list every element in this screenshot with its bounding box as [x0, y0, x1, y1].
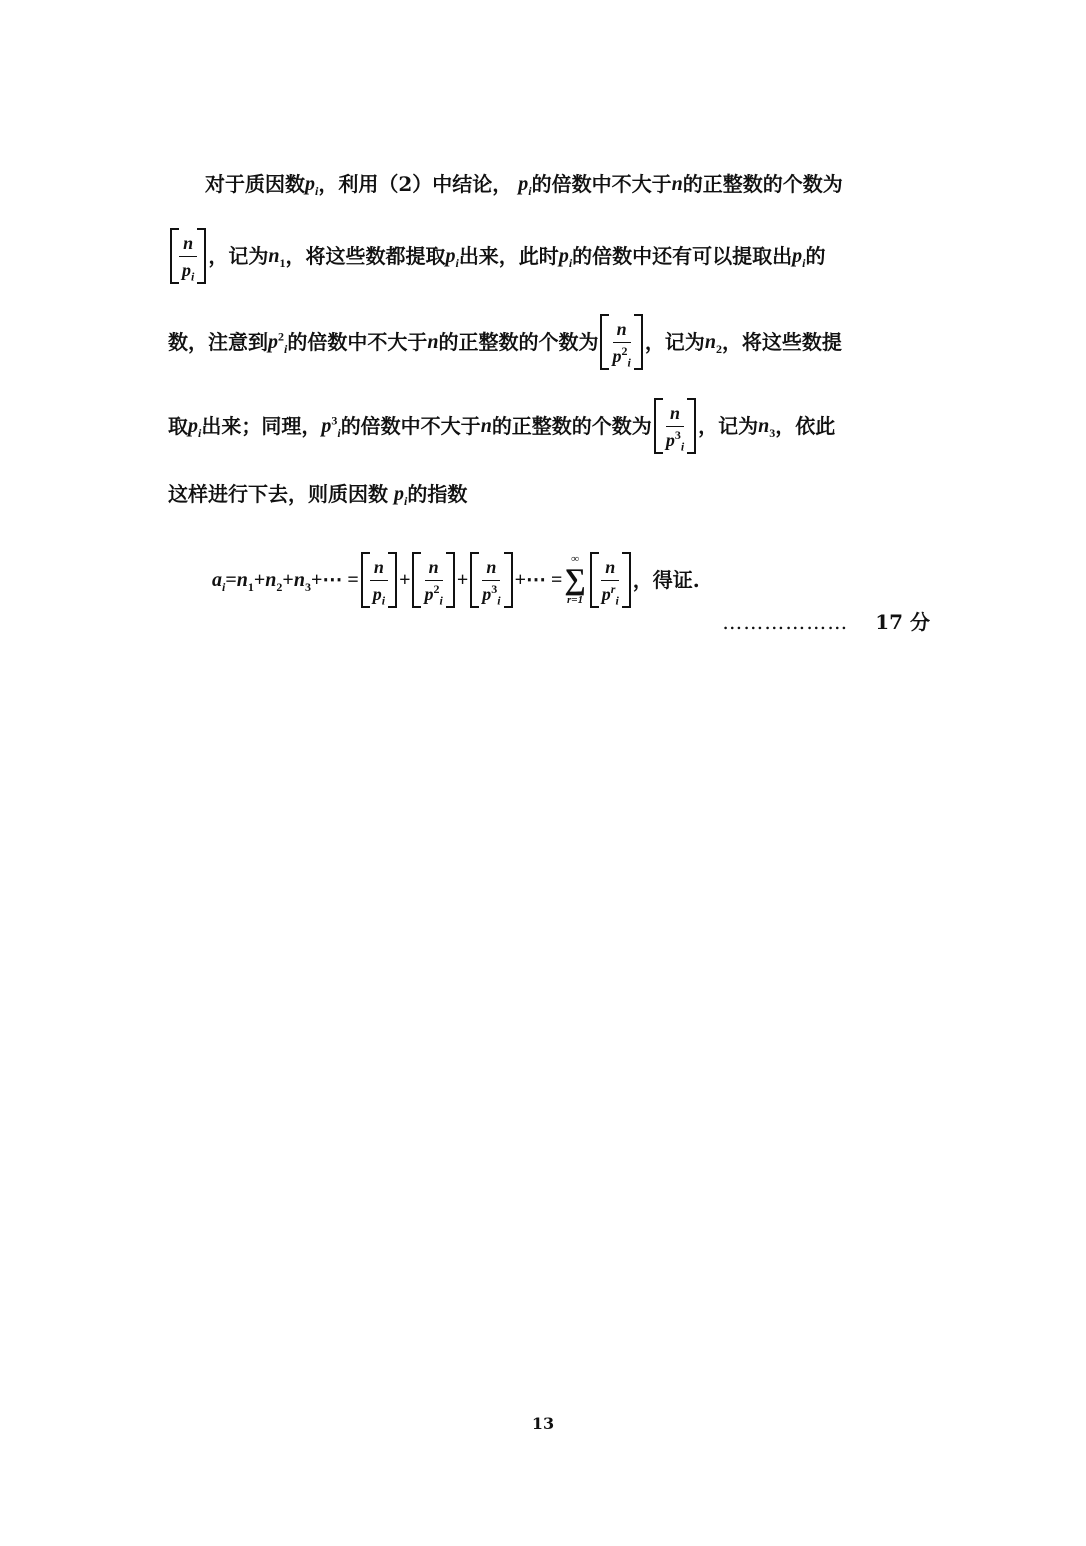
text: 的倍数中不大于: [287, 330, 428, 354]
math-p-i-squared: $p^2_i$: [268, 329, 288, 356]
text: 的: [805, 244, 826, 268]
text: 取: [168, 414, 188, 438]
math-n: n: [427, 331, 439, 353]
math-p-i: $p_i$: [445, 245, 459, 270]
floor-n-over-p-i: $\frac{n}{p_i}$: [170, 226, 206, 286]
floor-n-over-p-i-squared: $\frac{n}{p^2_i}$: [412, 550, 454, 610]
text: ，利用（2）中结论，: [318, 172, 513, 196]
text: ，记为: [698, 414, 759, 438]
math-n-1: $n_1$: [236, 569, 254, 594]
math-n-3: $n_3$: [758, 415, 776, 440]
score-marker: [722, 608, 930, 636]
math-p-i: $p_i$: [394, 483, 408, 508]
text: ，依此: [775, 414, 836, 438]
text: 对于质因数: [205, 172, 305, 196]
text: 的指数: [407, 482, 468, 506]
paragraph-line-4: [168, 396, 930, 456]
math-p-i: $p_i$: [188, 415, 202, 440]
math-p-i: $p_i$: [792, 245, 806, 270]
floor-n-over-p-i-r: $\frac{n}{p^r_i}$: [590, 550, 631, 610]
text: ，记为: [644, 330, 705, 354]
text: 的倍数中还有可以提取出: [572, 244, 793, 268]
floor-n-over-p-i: $\frac{n}{p_i}$: [361, 550, 397, 610]
conclusion-text: ，得证.: [632, 568, 700, 592]
text: 的倍数中不大于: [340, 414, 481, 438]
text: 的倍数中不大于: [531, 172, 672, 196]
text: 出来，此时: [458, 244, 559, 268]
math-p-i: $p_i$: [305, 173, 319, 198]
text: 的正整数的个数为: [438, 330, 599, 354]
math-p-i-cubed: $p^3_i$: [321, 413, 341, 440]
math-n: n: [480, 415, 492, 437]
equation-line: $a_i$ = $n_1$ + $n_2$ + $n_3$ +⋯ = $\frac{n}{p_i}$ + $\frac{n}{p^2_i}$ + $\frac{n}{p^3_i}$ +⋯ = ∞ ∑ r=1 $\frac{n}{p^r_i}$ ，得证.: [212, 550, 930, 610]
math-a-i: $a_i$: [212, 569, 226, 594]
paragraph-line-1: [205, 170, 930, 198]
math-n: n: [671, 173, 683, 195]
score-label: 17 分: [875, 610, 930, 634]
math-p-i: $p_i$: [518, 173, 532, 198]
text: ，记为: [208, 244, 269, 268]
page-number: 13: [531, 1414, 555, 1433]
paragraph-line-2: [168, 226, 930, 286]
text: 出来；同理，: [201, 414, 322, 438]
score-dots: ………………: [722, 610, 849, 634]
text: ，将这些数提: [721, 330, 842, 354]
summation-symbol: ∞ ∑ r=1: [564, 553, 586, 606]
math-n-2: $n_2$: [265, 569, 283, 594]
text: 的正整数的个数为: [491, 414, 652, 438]
paragraph-line-3: [168, 312, 930, 372]
math-n-1: $n_1$: [268, 245, 286, 270]
paragraph-line-5: [168, 480, 930, 508]
math-n-3: $n_3$: [293, 569, 311, 594]
text: ，将这些数都提取: [285, 244, 446, 268]
floor-n-over-p-i-cubed: $\frac{n}{p^3_i}$: [470, 550, 512, 610]
math-n-2: $n_2$: [704, 331, 722, 356]
math-p-i: $p_i$: [558, 245, 573, 270]
text: 数，注意到: [168, 330, 268, 354]
text: 这样进行下去，则质因数: [168, 482, 388, 506]
text: 的正整数的个数为: [682, 172, 843, 196]
floor-n-over-p-i-cubed: $\frac{n}{p^3_i}$: [654, 396, 696, 456]
floor-n-over-p-i-squared: $\frac{n}{p^2_i}$: [600, 312, 642, 372]
